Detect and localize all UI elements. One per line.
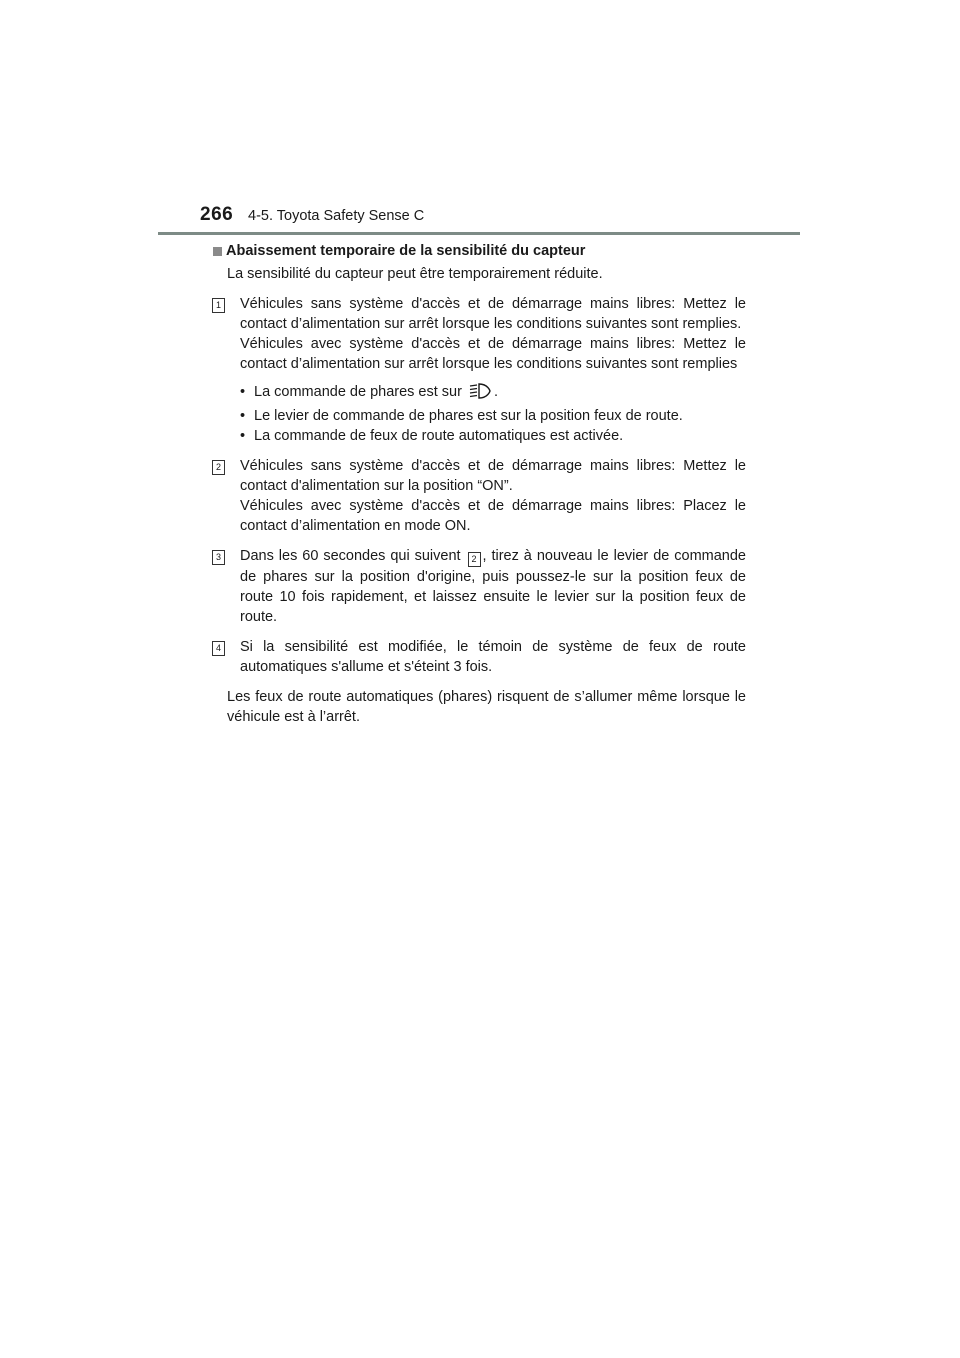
step-number-badge: 2	[212, 460, 225, 475]
step-3	[212, 546, 746, 627]
heading-text: Abaissement temporaire de la sensibilité du capteur	[226, 243, 586, 259]
step-body	[240, 294, 746, 446]
list-item: • La commande de phares est sur .	[240, 382, 746, 406]
step-paragraph: Véhicules sans système d'accès et de démarrage mains libres: Mettez le contact d’alimentation sur arrêt lorsque les conditions suivantes sont remplies.	[240, 296, 746, 332]
list-item: • La commande de feux de route automatiques est activée.	[240, 428, 624, 444]
page-number: 266	[200, 204, 234, 225]
bullet-text: La commande de phares est sur	[254, 384, 462, 400]
bullet-text-suffix: .	[493, 384, 499, 400]
step-paragraph: Si la sensibilité est modifiée, le témoin de système de feux de route automatiques s'allume et s'éteint 3 fois.	[240, 639, 746, 675]
step-paragraph: Véhicules avec système d'accès et de démarrage mains libres: Mettez le contact d’alimentation sur arrêt lorsque les conditions suivantes sont remplies	[240, 336, 746, 372]
step-number-badge: 1	[212, 298, 225, 313]
step-4	[212, 637, 746, 677]
square-bullet-icon	[213, 247, 222, 256]
step-1	[212, 294, 746, 446]
step-number-badge: 3	[212, 550, 225, 565]
step-reference-badge: 2	[468, 552, 481, 567]
headlight-auto-icon	[468, 382, 492, 406]
step-paragraph: Véhicules sans système d'accès et de démarrage mains libres: Mettez le contact d'alimentation sur la position “ON”.	[240, 458, 746, 494]
step-2	[212, 456, 746, 536]
header-rule	[158, 232, 800, 235]
step-body	[240, 546, 746, 627]
list-item: • Le levier de commande de phares est sur la position feux de route.	[240, 408, 683, 424]
bullet-text: Le levier de commande de phares est sur la position feux de route.	[254, 408, 683, 424]
step-body	[240, 456, 746, 536]
intro-text: La sensibilité du capteur peut être temporairement réduite.	[227, 266, 603, 282]
step-body	[240, 637, 746, 677]
step-text: Dans les 60 secondes qui suivent	[240, 548, 461, 564]
step-paragraph	[240, 546, 746, 627]
content-body	[212, 241, 746, 727]
condition-list	[240, 382, 746, 446]
subsection-heading	[212, 241, 746, 261]
section-title: 4-5. Toyota Safety Sense C	[248, 208, 425, 224]
step-paragraph: Véhicules avec système d'accès et de démarrage mains libres: Placez le contact d’alimentation en mode ON.	[240, 498, 746, 534]
step-text: , tirez à nouveau le levier de commande de phares sur la position d'origine, puis poussez-le sur la position feux de route 10 fois rapidement, et laissez ensuite le levier sur la position feux de route.	[240, 548, 746, 625]
note-text: Les feux de route automatiques (phares) risquent de s’allumer même lorsque le véhicule est à l’arrêt.	[227, 689, 746, 725]
step-number-badge: 4	[212, 641, 225, 656]
bullet-text: La commande de feux de route automatiques est activée.	[254, 428, 624, 444]
